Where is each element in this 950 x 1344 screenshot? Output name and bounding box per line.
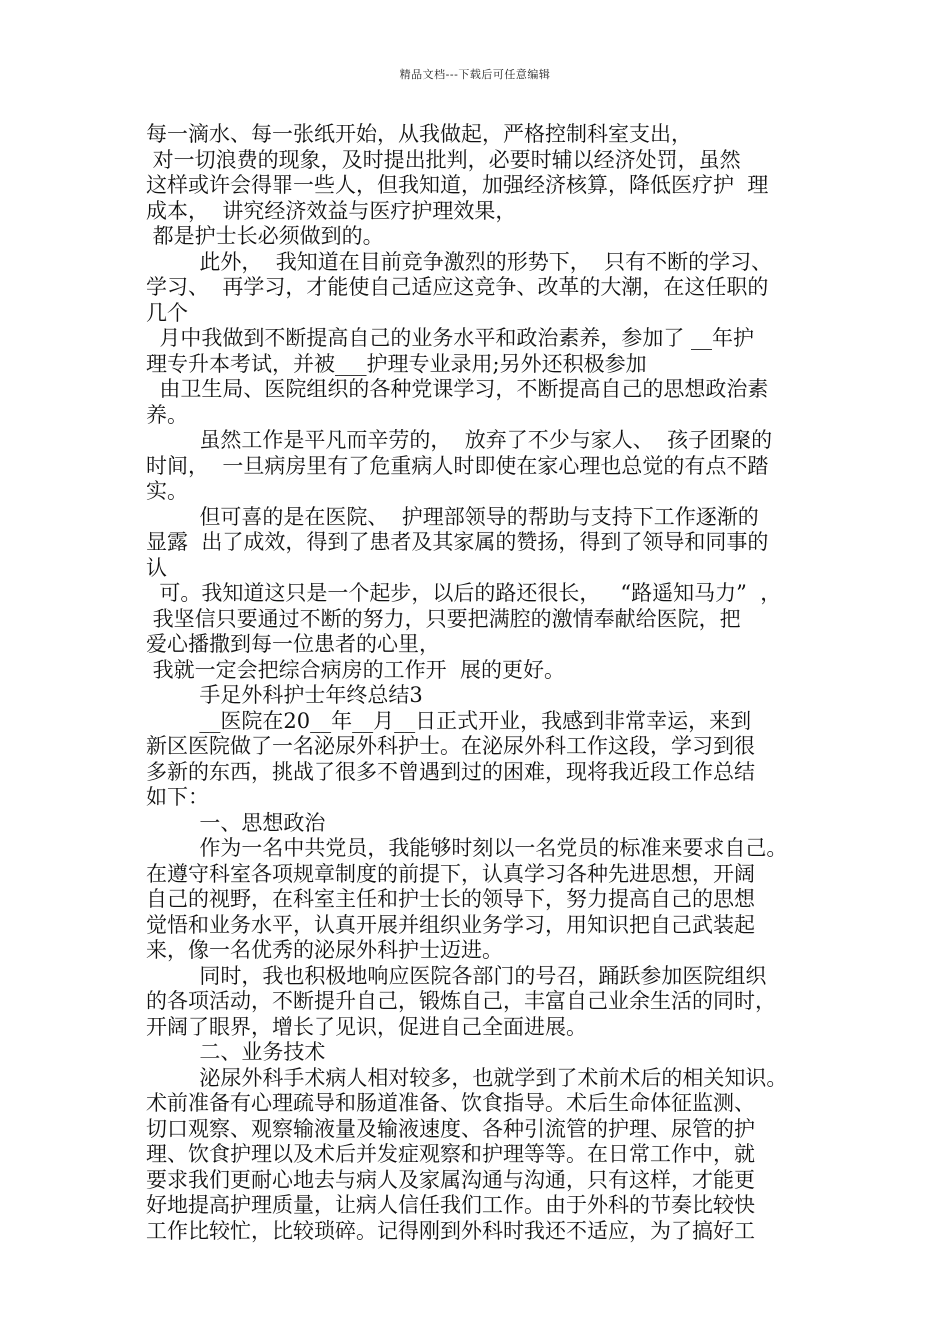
text-line: 手足外科护士年终总结3	[146, 683, 423, 707]
document-body	[146, 122, 816, 1244]
text-line: 此外， 我知道在目前竞争激烈的形势下， 只有不断的学习、	[146, 249, 773, 274]
text-line: 显露 出了成效，得到了患者及其家属的赞扬，得到了领导和同事的	[146, 530, 769, 554]
text-line: 来，像一名优秀的泌尿外科护士迈进。	[146, 938, 503, 962]
text-line: 几个	[146, 300, 188, 325]
text-line: 觉悟和业务水平，认真开展并组织业务学习，用知识把自己武装起	[146, 912, 755, 937]
text-line: 同时，我也积极地响应医院各部门的号召，踊跃参加医院组织	[146, 963, 767, 988]
text-line: 可。我知道这只是一个起步，以后的路还很长， “路遥知马力” ，	[146, 581, 782, 605]
text-line: 学习、 再学习，才能使自己适应这竞争、改革的大潮，在这任职的	[146, 275, 769, 299]
text-line: 好地提高护理质量，让病人信任我们工作。由于外科的节奏比较快	[146, 1193, 755, 1217]
text-line: 月中我做到不断提高自己的业务水平和政治素养，参加了 __年护	[146, 326, 755, 350]
text-line: 二、业务技术	[146, 1040, 326, 1064]
text-line: 实。	[146, 479, 188, 503]
text-line: 切口观察、观察输液量及输液速度、各种引流管的护理、尿管的护	[146, 1116, 755, 1141]
text-line: 术前准备有心理疏导和肠道准备、饮食指导。术后生命体征监测、	[146, 1091, 755, 1115]
text-line: 养。	[146, 402, 188, 427]
text-line: 自己的视野，在科室主任和护士长的领导下，努力提高自己的思想	[146, 887, 755, 911]
text-line: 对一切浪费的现象，及时提出批判，必要时辅以经济处罚，虽然	[146, 147, 741, 172]
text-line: 一、思想政治	[146, 810, 326, 835]
text-line: 这样或许会得罪一些人，但我知道，加强经济核算，降低医疗护 理	[146, 173, 769, 197]
text-line: 作为一名中共党员，我能够时刻以一名党员的标准来要求自己。	[146, 836, 788, 860]
text-line: 工作比较忙，比较琐碎。记得刚到外科时我还不适应，为了搞好工	[146, 1218, 755, 1243]
text-line: 开阔了眼界，增长了见识，促进自己全面进展。	[146, 1014, 587, 1039]
text-line: 由卫生局、医院组织的各种党课学习，不断提高自己的思想政治素	[146, 377, 769, 401]
text-line: 理专升本考试，并被___护理专业录用;另外还积极参加	[146, 351, 647, 376]
text-line: 成本， 讲究经济效益与医疗护理效果，	[146, 198, 517, 223]
text-line: 但可喜的是在医院、 护理部领导的帮助与支持下工作逐渐的	[146, 504, 759, 529]
text-line: 爱心播撒到每一位患者的心里，	[146, 632, 440, 656]
text-line: 在遵守科室各项规章制度的前提下，认真学习各种先进思想，开阔	[146, 861, 755, 886]
text-line: 如下：	[146, 785, 209, 809]
text-line: 虽然工作是平凡而辛劳的， 放弃了不少与家人、 孩子团聚的	[146, 428, 773, 452]
text-line: 要求我们更耐心地去与病人及家属沟通与沟通，只有这样，才能更	[146, 1167, 755, 1192]
page-header: 精品文档---下载后可任意编辑	[399, 68, 551, 81]
text-line: 认	[146, 555, 167, 580]
text-line: 每一滴水、每一张纸开始，从我做起，严格控制科室支出，	[146, 122, 692, 146]
text-line: 我就一定会把综合病房的工作开 展的更好。	[146, 657, 566, 682]
text-line: 都是护士长必须做到的。	[146, 224, 384, 248]
text-line: 泌尿外科手术病人相对较多，也就学到了术前术后的相关知识。	[146, 1065, 788, 1090]
text-line: 多新的东西，挑战了很多不曾遇到过的困难，现将我近段工作总结	[146, 759, 755, 784]
text-line: 我坚信只要通过不断的努力，只要把满腔的激情奉献给医院，把	[146, 606, 741, 631]
text-line: 时间， 一旦病房里有了危重病人时即使在家心理也总觉的有点不踏	[146, 453, 769, 478]
text-line: 新区医院做了一名泌尿外科护士。在泌尿外科工作这段，学习到很	[146, 734, 755, 758]
text-line: 理、饮食护理以及术后并发症观察和护理等等。在日常工作中，就	[146, 1142, 755, 1166]
text-line: 的各项活动，不断提升自己，锻炼自己，丰富自己业余生活的同时，	[146, 989, 776, 1013]
text-line: __医院在20__年__月__日正式开业，我感到非常幸运，来到	[146, 708, 752, 733]
